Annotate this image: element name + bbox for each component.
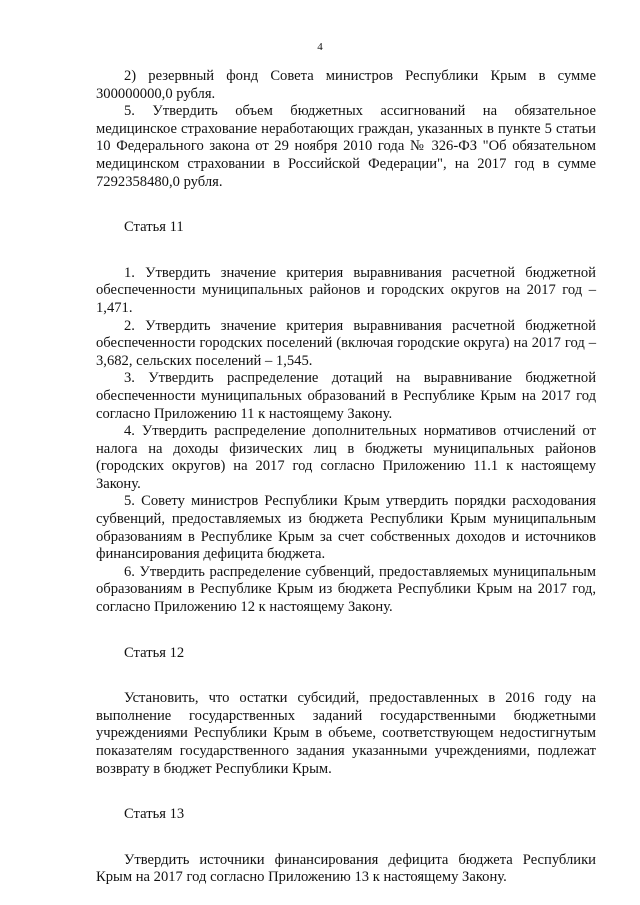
article-11-paragraph: 3. Утвердить распределение дотаций на выравнивание бюджетной обеспеченности муниципальных образований в Республике Крым на 2017 год согласно Приложению 11 к настоящему Закону. [96, 370, 596, 422]
article-11-paragraph: 4. Утвердить распределение дополнительных нормативов отчислений от налога на доходы физических лиц в бюджеты муниципальных районов (городских округов) на 2017 год согласно Приложению 11.1 к настоящему Закону. [96, 423, 596, 492]
article-12-paragraph: Установить, что остатки субсидий, предоставленных в 2016 году на выполнение государственных заданий государственными бюджетными учреждениями Республики Крым в объеме, соответствующем недостигнутым показателям государственного задания указанными учреждениями, подлежат возврату в бюджет Республики Крым. [96, 690, 596, 777]
article-13-paragraph: Утвердить источники финансирования дефицита бюджета Республики Крым на 2017 год согласно Приложению 13 к настоящему Закону. [96, 851, 596, 886]
article-11-paragraph: 6. Утвердить распределение субвенций, предоставляемых муниципальным образованиям в Республике Крым из бюджета Республики Крым на 2017 год, согласно Приложению 12 к настоящему Закону. [96, 563, 596, 616]
document-body [96, 68, 596, 887]
article-12-title: Статья 12 [124, 644, 185, 661]
article-13-title: Статья 13 [124, 806, 185, 823]
article-11-title: Статья 11 [124, 219, 184, 236]
paragraph-medical-insurance: 5. Утвердить объем бюджетных ассигнований на обязательное медицинское страхование неработающих граждан, указанных в пункте 5 статьи 10 Федерального закона от 29 ноября 2010 года № 326-ФЗ "Об обязательном медицинском страховании в Российской Федерации", на 2017 год в сумме 7292358480,0 рубля. [96, 103, 596, 190]
article-11-paragraph: 5. Совету министров Республики Крым утвердить порядки расходования субвенций, предоставляемых из бюджета Республики Крым муниципальным образованиям в Республике Крым за счет собственных доходов и источников финансирования дефицита бюджета. [96, 493, 596, 563]
page-number: 4 [317, 41, 323, 53]
article-11-paragraph: 2. Утвердить значение критерия выравнивания расчетной бюджетной обеспеченности городских поселений (включая городские округа) на 2017 год – 3,682, сельских поселений – 1,545. [96, 317, 596, 369]
article-11-paragraph: 1. Утвердить значение критерия выравнивания расчетной бюджетной обеспеченности муниципальных районов и городских округов на 2017 год – 1,471. [96, 264, 596, 316]
paragraph-reserve-fund: 2) резервный фонд Совета министров Республики Крым в сумме 300000000,0 рубля. [96, 68, 596, 102]
